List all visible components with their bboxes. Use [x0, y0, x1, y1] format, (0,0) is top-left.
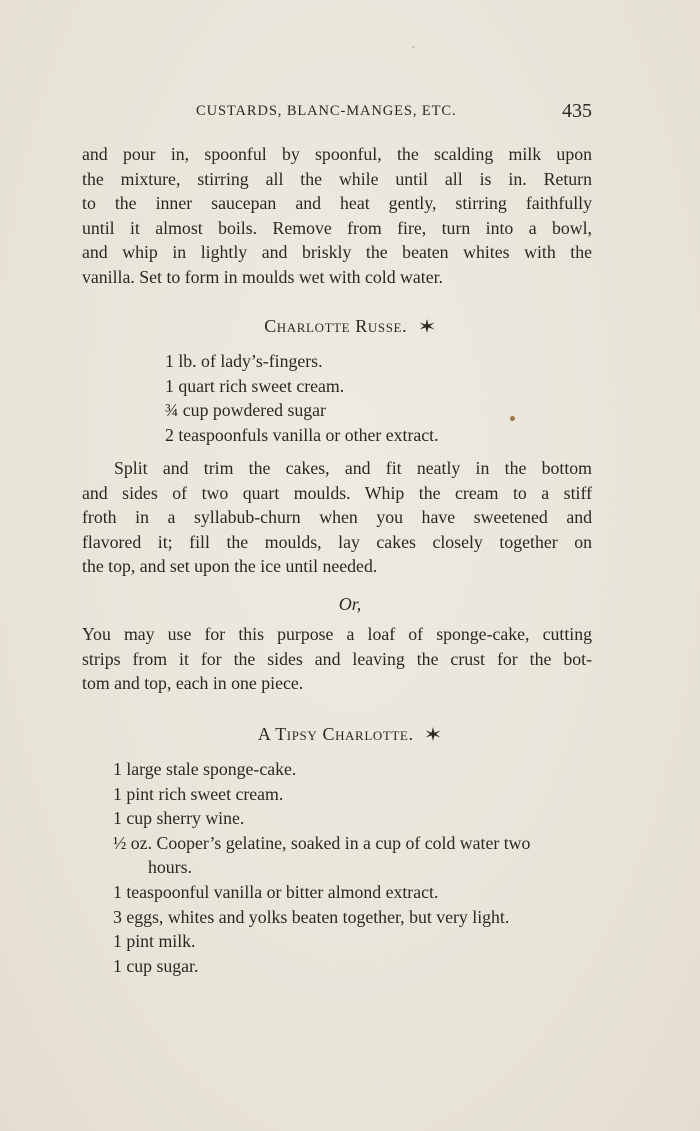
text-line: froth in a syllabub-churn when you have sweetened and — [82, 507, 592, 528]
text-line: Split and trim the cakes, and fit neatly in the bottom — [114, 458, 592, 478]
text-line: You may use for this purpose a loaf of sponge-cake, cutting — [82, 624, 592, 644]
recipe-heading-tipsy-charlotte — [0, 724, 700, 745]
ingredient-item: 1 large stale sponge-cake. — [113, 759, 297, 779]
ingredient-item: ½ oz. Cooper’s gelatine, soaked in a cup of cold water two — [113, 832, 531, 853]
maltese-cross-icon — [424, 726, 442, 742]
text-line: the mixture, stirring all the while until all is in. Return — [82, 168, 592, 189]
ingredient-item: 2 teaspoonfuls vanilla or other extract. — [165, 424, 439, 445]
text-line: the top, and set upon the ice until needed. — [82, 556, 378, 577]
ingredient-item: 1 teaspoonful vanilla or bitter almond extract. — [113, 881, 439, 902]
text-line: and sides of two quart moulds. Whip the cream to a stiff — [82, 482, 592, 503]
ingredient-item: 1 cup sugar. — [113, 955, 199, 976]
text-line: strips from it for the sides and leaving the crust for the bot- — [82, 648, 592, 669]
ingredient-list — [165, 349, 439, 447]
ingredient-item-continuation: hours. — [148, 857, 192, 878]
ingredient-item: 1 lb. of lady’s-fingers. — [165, 351, 323, 371]
page-header — [82, 100, 594, 126]
text-line: tom and top, each in one piece. — [82, 673, 304, 694]
text-line: and pour in, spoonful by spoonful, the scalding milk upon — [82, 144, 592, 164]
text-line: to the inner saucepan and heat gently, stirring faithfully — [82, 193, 592, 214]
directions-paragraph — [82, 456, 592, 579]
ingredient-list — [113, 757, 530, 978]
alternative-paragraph — [82, 622, 592, 696]
intro-paragraph — [82, 142, 592, 290]
ingredient-item: 1 pint rich sweet cream. — [113, 783, 284, 804]
text-line: until it almost boils. Remove from fire, turn into a bowl, — [82, 217, 592, 238]
recipe-title: A Tipsy Charlotte. — [257, 724, 414, 744]
text-line: vanilla. Set to form in moulds wet with cold water. — [82, 266, 443, 287]
paper-blemish — [412, 46, 415, 48]
running-head: CUSTARDS, BLANC-MANGES, ETC. — [196, 103, 457, 119]
ingredient-item: 1 quart rich sweet cream. — [165, 375, 345, 396]
text-line: flavored it; fill the moulds, lay cakes closely together on — [82, 531, 592, 552]
recipe-title: Charlotte Russe. — [264, 316, 408, 336]
ingredient-item: 1 cup sherry wine. — [113, 808, 245, 829]
paper-blemish — [510, 416, 515, 421]
page-number: 435 — [562, 100, 592, 122]
ingredient-item: 1 pint milk. — [113, 931, 196, 952]
maltese-cross-icon — [418, 318, 436, 334]
text-line: and whip in lightly and briskly the beaten whites with the — [82, 242, 592, 263]
or-label: Or, — [338, 594, 362, 614]
recipe-heading-charlotte-russe — [0, 316, 700, 337]
ingredient-item: 3 eggs, whites and yolks beaten together, but very light. — [113, 906, 510, 927]
ingredient-item: ¾ cup powdered sugar — [165, 400, 326, 421]
